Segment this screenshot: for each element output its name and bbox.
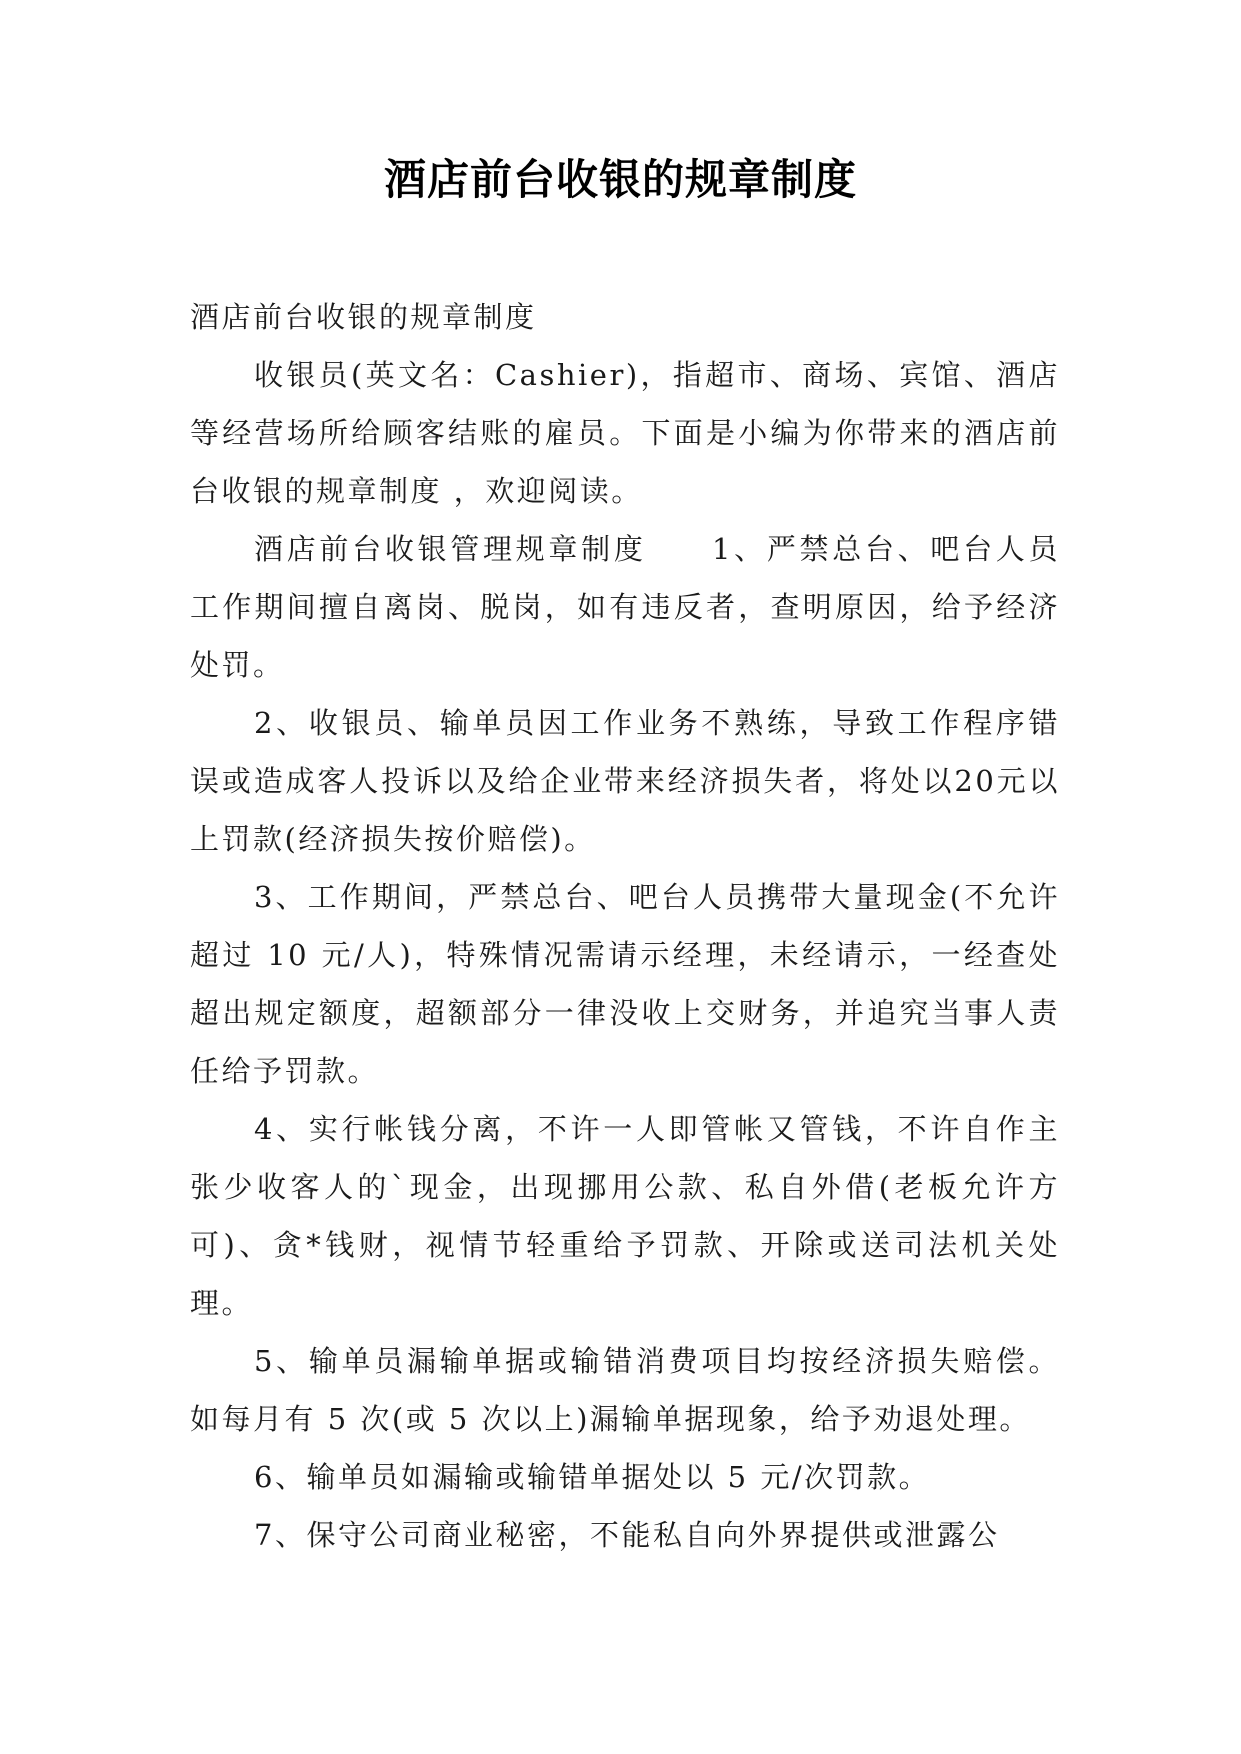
paragraph-rule-2: 2、收银员、输单员因工作业务不熟练，导致工作程序错误或造成客人投诉以及给企业带来经济损失者，将处以20元以上罚款(经济损失按价赔偿)。 <box>190 706 1060 856</box>
paragraph-intro: 收银员(英文名：Cashier)，指超市、商场、宾馆、酒店等经营场所给顾客结账的雇员。下面是小编为你带来的酒店前台收银的规章制度 ，欢迎阅读。 <box>190 358 1060 508</box>
paragraph-heading: 酒店前台收银的规章制度 <box>190 300 537 334</box>
paragraph-rule-5: 5、输单员漏输单据或输错消费项目均按经济损失赔偿。如每月有 5 次(或 5 次以上)漏输单据现象，给予劝退处理。 <box>190 1344 1060 1436</box>
paragraph-rule-3: 3、工作期间，严禁总台、吧台人员携带大量现金(不允许超过 10 元/人)，特殊情况需请示经理，未经请示，一经查处超出规定额度，超额部分一律没收上交财务，并追究当事人责任给予罚款。 <box>190 880 1060 1088</box>
paragraph-rule-1: 酒店前台收银管理规章制度 1、严禁总台、吧台人员工作期间擅自离岗、脱岗，如有违反者，查明原因，给予经济处罚。 <box>190 532 1060 682</box>
document-title: 酒店前台收银的规章制度 <box>383 155 857 204</box>
paragraph-rule-6: 6、输单员如漏输或输错单据处以 5 元/次罚款。 <box>254 1460 931 1494</box>
paragraph-rule-4: 4、实行帐钱分离，不许一人即管帐又管钱，不许自作主张少收客人的`现金，出现挪用公款、私自外借(老板允许方可)、贪*钱财，视情节轻重给予罚款、开除或送司法机关处理。 <box>190 1112 1060 1320</box>
paragraph-rule-7: 7、保守公司商业秘密，不能私自向外界提供或泄露公 <box>254 1518 1000 1552</box>
document-body <box>190 288 1060 1564</box>
